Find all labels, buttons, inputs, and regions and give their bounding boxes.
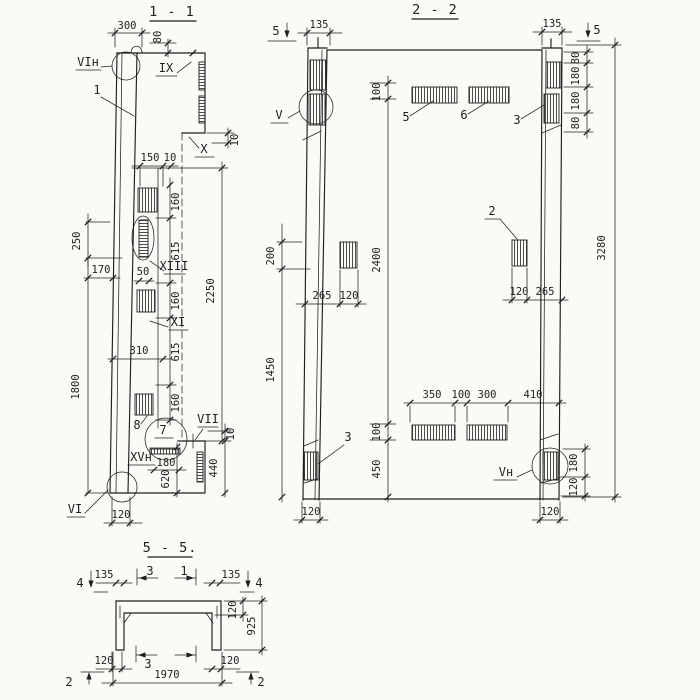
dim-text: 50: [136, 266, 150, 278]
cut-label: 4: [255, 576, 263, 590]
dim-text: 615: [170, 241, 182, 261]
dim-text: 80: [152, 30, 164, 44]
dim-text: 100: [371, 422, 383, 442]
dim-170: [84, 264, 120, 281]
dim-text: 160: [170, 192, 182, 212]
channel-section-5-5: [116, 601, 221, 650]
dim-135-right-55: [204, 569, 240, 586]
mesh-bar: [512, 240, 527, 266]
label-xiii: [150, 259, 188, 274]
dim-text: 80: [570, 116, 582, 130]
dim-chain-plates-1-1: [156, 178, 182, 425]
dim-text: 300: [117, 20, 137, 32]
ref-label: V: [275, 108, 283, 122]
dim-text: 310: [129, 345, 149, 357]
dim-text: 265: [535, 286, 555, 298]
dim-text: 1450: [265, 357, 277, 383]
mesh-bar: [467, 425, 507, 440]
label-pos2: [485, 204, 517, 239]
section-2-2: [265, 2, 621, 523]
dim-text: 10: [229, 133, 241, 147]
dim-text: 925: [246, 616, 258, 636]
mark-1-top: [175, 564, 196, 585]
label-pos8: [133, 416, 147, 432]
cut-label: 1: [180, 564, 188, 578]
mark-3-top: [137, 564, 158, 585]
label-pos1: [93, 83, 134, 116]
dim-text: 615: [170, 342, 182, 362]
dim-120-11: [104, 497, 142, 526]
dim-135-left-55: [95, 569, 132, 586]
mesh-bar: [412, 87, 457, 103]
section-1-1-title: [149, 4, 196, 21]
dim-text: 180: [570, 91, 582, 111]
dim-text: 135: [221, 569, 241, 581]
ref-label: VIн: [77, 55, 99, 69]
dim-text: 2400: [371, 247, 383, 273]
section-1-1: [67, 4, 241, 526]
embedded-plate: [135, 394, 153, 415]
ref-label: XVн: [130, 450, 152, 464]
column-insert: [310, 60, 326, 90]
dim-120-265-mid-right: [503, 268, 568, 303]
column-insert: [544, 94, 559, 123]
ref-label: VII: [197, 412, 219, 426]
dim-text: 1800: [70, 374, 82, 400]
ref-label: XIII: [159, 259, 189, 273]
reinforcement-inserts-2-2: [304, 60, 561, 480]
callout-label: 2: [488, 204, 496, 218]
dim-text: 3280: [596, 235, 608, 261]
dim-120-bottom-left-22: [294, 502, 328, 523]
dim-text: 120: [94, 655, 114, 667]
callout-label: 7: [159, 423, 167, 437]
dim-text: 120: [227, 600, 239, 620]
label-vin: [76, 55, 112, 70]
detail-circle-vin: [112, 52, 140, 80]
dim-text: 80: [570, 51, 582, 65]
dim-300: [108, 20, 150, 47]
mark-2-right: [236, 672, 265, 689]
dim-text: 300: [477, 389, 497, 401]
dim-text: 180: [568, 453, 580, 473]
dim-text: 135: [94, 569, 114, 581]
dim-text: 200: [265, 246, 277, 266]
dim-text: 10: [225, 427, 237, 441]
edge-insert: [199, 96, 205, 123]
callout-label: 5: [402, 110, 410, 124]
cut-label: 5: [272, 24, 280, 38]
dim-265-120-mid-left: [296, 270, 366, 307]
mark-4-right: [240, 571, 263, 592]
dim-text: 180: [570, 66, 582, 86]
section-1-1-title-text: 1 - 1: [149, 4, 195, 20]
mesh-bar: [412, 425, 455, 440]
cut-label: 3: [144, 657, 152, 671]
dim-text: 100: [371, 82, 383, 102]
edge-insert: [199, 62, 205, 90]
column-insert: [309, 94, 325, 125]
panel-profile-1-1: [110, 46, 205, 493]
section-5-5-title-text: 5 - 5.: [142, 540, 198, 556]
callout-label: 6: [460, 108, 468, 122]
label-pos3-right: [513, 105, 544, 127]
dim-text: 100: [451, 389, 471, 401]
dim-center-chain: [370, 76, 396, 502]
dim-50: [134, 266, 154, 284]
dim-text: 120: [540, 506, 560, 518]
section-2-2-title-text: 2 - 2: [412, 2, 458, 18]
ref-label: X: [200, 142, 208, 156]
dim-1800: [70, 258, 108, 496]
dim-text: 150: [140, 152, 160, 164]
dim-text: 120: [301, 506, 321, 518]
callout-label: 3: [344, 430, 352, 444]
ref-label: IX: [158, 61, 174, 75]
dim-text: 180: [156, 457, 176, 469]
dim-text: 1970: [154, 669, 180, 681]
dim-text: 2250: [205, 278, 217, 304]
label-ix: [156, 61, 191, 76]
mark-2-left: [65, 672, 104, 689]
dim-text: 250: [71, 231, 83, 251]
dim-10a: [207, 128, 241, 148]
label-vn: [494, 465, 532, 480]
dim-135-right-22: [533, 18, 572, 45]
dim-row-bottom-22: [404, 389, 566, 422]
dim-text: 135: [309, 19, 329, 31]
cut-label: 5: [593, 23, 601, 37]
embedded-plate: [138, 188, 157, 212]
section-2-2-title: [412, 2, 458, 19]
callout-label: 8: [133, 418, 141, 432]
ref-label: Vн: [498, 465, 514, 479]
label-v: [271, 108, 300, 123]
detail-circle-vi: [107, 472, 137, 502]
dim-135-left-22: [298, 19, 342, 45]
column-insert: [546, 62, 561, 88]
dim-text: 265: [312, 290, 332, 302]
dim-text: 170: [91, 264, 111, 276]
mesh-bar: [340, 242, 357, 268]
label-xi: [150, 315, 188, 330]
cut-label: 2: [257, 675, 265, 689]
cut-label: 3: [146, 564, 154, 578]
callout-label: 3: [513, 113, 521, 127]
dim-text: 120: [339, 290, 359, 302]
dim-text: 350: [422, 389, 442, 401]
dim-180-120-bottom-right: [560, 444, 590, 501]
mark-3-bottom: [136, 646, 157, 671]
mark-5-right: [577, 23, 601, 41]
label-pos5: [402, 101, 433, 124]
dim-edge-chain-right: [564, 46, 593, 138]
dim-text: 160: [170, 291, 182, 311]
dim-text: 120: [568, 477, 580, 497]
section-5-5-title: [143, 540, 198, 557]
lifting-loop-detail: [132, 216, 154, 260]
edge-insert: [197, 452, 203, 482]
dim-440-10: [205, 424, 237, 497]
section-5-5: [65, 540, 267, 689]
dim-text: 410: [523, 389, 543, 401]
mark-1-bottom: [175, 646, 196, 662]
dim-text: 10: [163, 152, 177, 164]
dim-text: 120: [509, 286, 529, 298]
ref-label: XI: [170, 315, 186, 329]
dim-text: 620: [160, 469, 172, 489]
label-xvn: [128, 450, 155, 465]
dim-120-bottom-right-22: [532, 502, 568, 523]
dim-text: 135: [542, 18, 562, 30]
mark-5-left: [268, 23, 296, 41]
cut-label: 2: [65, 675, 73, 689]
label-pos3-left: [318, 430, 352, 464]
dim-text: 120: [111, 509, 131, 521]
embedded-plate: [137, 290, 155, 312]
cut-label: 4: [76, 576, 84, 590]
callout-label: 1: [93, 83, 101, 97]
dim-text: 160: [170, 393, 182, 413]
label-x: [189, 137, 214, 157]
column-insert: [543, 452, 558, 480]
dim-150-10: [132, 152, 178, 186]
label-vii: [195, 412, 219, 440]
column-insert: [304, 452, 318, 480]
ref-label: VI: [67, 502, 83, 516]
dim-text: 450: [371, 459, 383, 479]
label-pos6: [460, 101, 489, 122]
dim-text: 440: [208, 458, 220, 478]
dim-text: 120: [220, 655, 240, 667]
